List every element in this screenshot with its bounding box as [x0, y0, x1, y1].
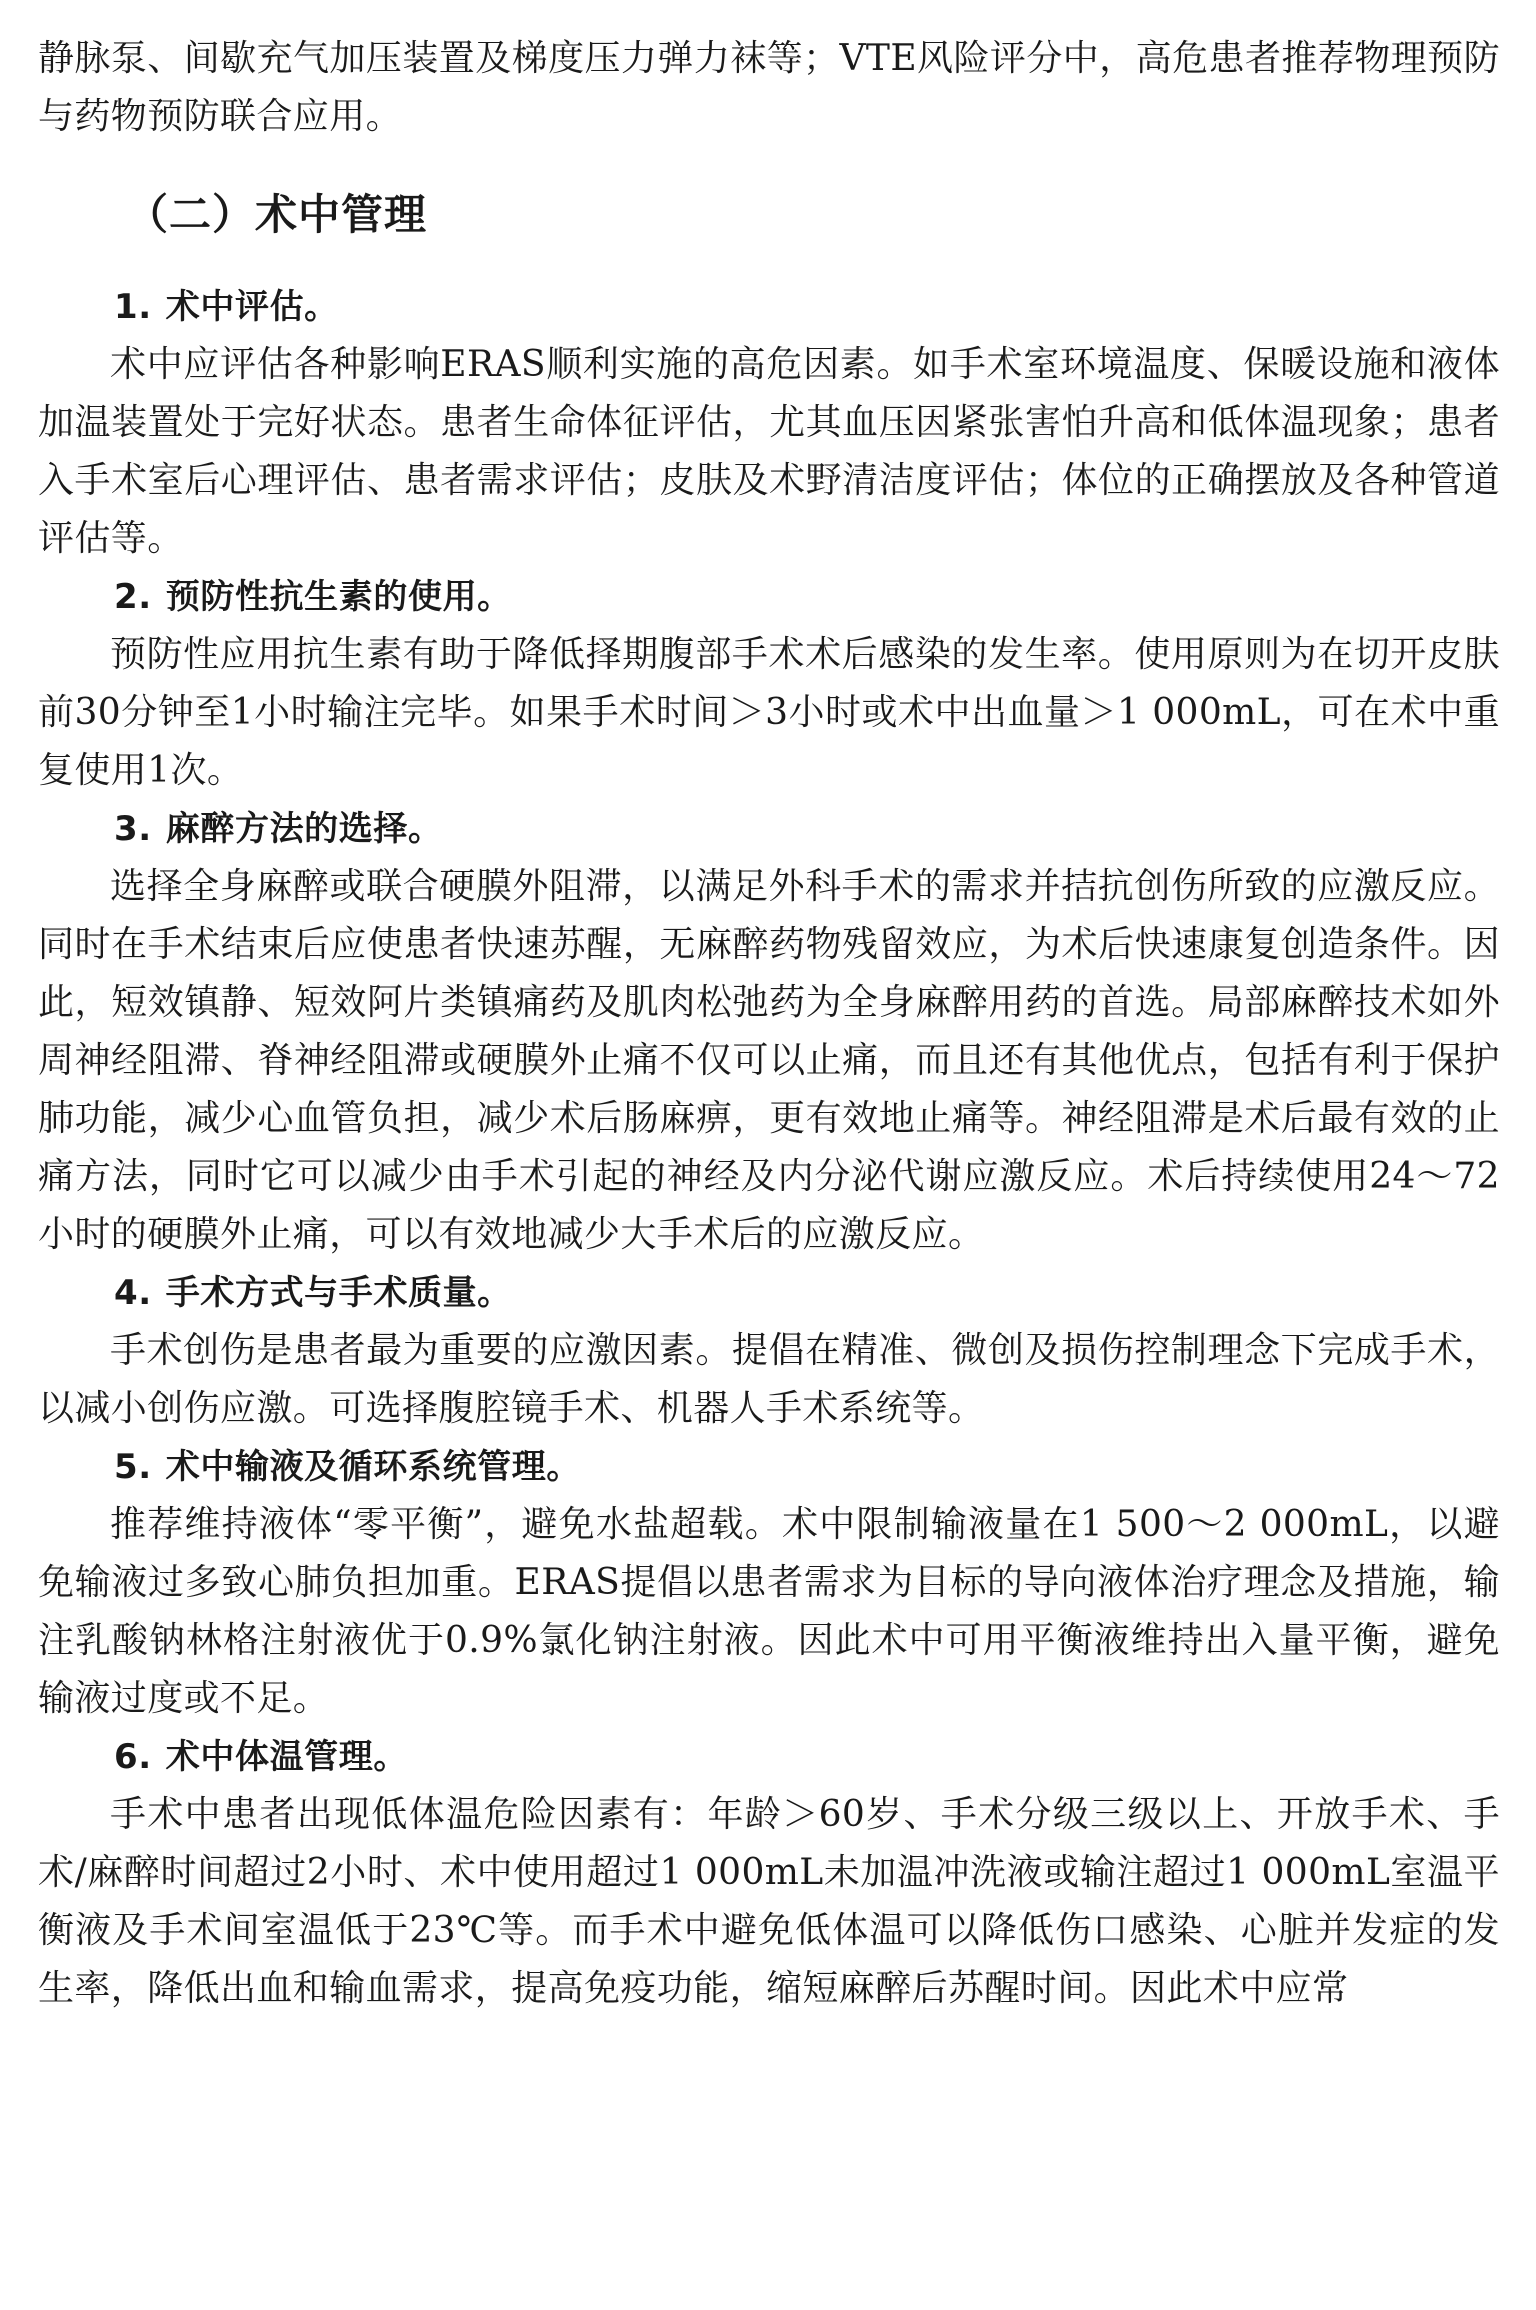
- subsection-1: [38, 278, 1500, 568]
- subsection-body: 手术中患者出现低体温危险因素有：年龄＞60岁、手术分级三级以上、开放手术、手术/麻醉时间超过2小时、术中使用超过1 000mL未加温冲洗液或输注超过1 000mL室温平衡液及手术间室温低于23℃等。而手术中避免低体温可以降低伤口感染、心脏并发症的发生率，降低出血和输血需求，提高免疫功能，缩短麻醉后苏醒时间。因此术中应常: [38, 1794, 1500, 2009]
- subsection-heading: [38, 278, 1500, 336]
- subsection-number: 2.: [114, 577, 152, 617]
- subsection-title: 术中评估。: [165, 287, 339, 327]
- subsection-body: 预防性应用抗生素有助于降低择期腹部手术术后感染的发生率。使用原则为在切开皮肤前30分钟至1小时输注完毕。如果手术时间＞3小时或术中出血量＞1 000mL，可在术中重复使用1次。: [38, 634, 1500, 791]
- subsection-heading: [38, 1438, 1500, 1496]
- subsection-number: 6.: [114, 1737, 152, 1777]
- subsection-4: [38, 1264, 1500, 1438]
- subsection-body: 手术创伤是患者最为重要的应激因素。提倡在精准、微创及损伤控制理念下完成手术，以减小创伤应激。可选择腹腔镜手术、机器人手术系统等。: [38, 1330, 1500, 1429]
- subsection-heading: [38, 800, 1500, 858]
- subsection-body: 术中应评估各种影响ERAS顺利实施的高危因素。如手术室环境温度、保暖设施和液体加温装置处于完好状态。患者生命体征评估，尤其血压因紧张害怕升高和低体温现象；患者入手术室后心理评估、患者需求评估；皮肤及术野清洁度评估；体位的正确摆放及各种管道评估等。: [38, 344, 1500, 559]
- subsection-title: 术中输液及循环系统管理。: [165, 1447, 581, 1487]
- subsection-title: 术中体温管理。: [165, 1737, 408, 1777]
- subsection-2: [38, 568, 1500, 800]
- subsection-title: 预防性抗生素的使用。: [165, 577, 512, 617]
- opening-paragraph: 静脉泵、间歇充气加压装置及梯度压力弹力袜等；VTE风险评分中，高危患者推荐物理预防与药物预防联合应用。: [38, 38, 1500, 137]
- subsection-number: 5.: [114, 1447, 152, 1487]
- section-heading: （二）术中管理: [126, 190, 428, 239]
- subsection-3: [38, 800, 1500, 1264]
- document-page: [38, 30, 1500, 2018]
- subsection-body: 推荐维持液体“零平衡”，避免水盐超载。术中限制输液量在1 500～2 000mL，以避免输液过多致心肺负担加重。ERAS提倡以患者需求为目标的导向液体治疗理念及措施，输注乳酸钠林格注射液优于0.9%氯化钠注射液。因此术中可用平衡液维持出入量平衡，避免输液过度或不足。: [38, 1504, 1500, 1719]
- subsection-heading: [38, 1264, 1500, 1322]
- subsection-number: 1.: [114, 287, 152, 327]
- subsection-title: 麻醉方法的选择。: [165, 809, 443, 849]
- subsection-title: 手术方式与手术质量。: [165, 1273, 512, 1313]
- subsection-heading: [38, 1728, 1500, 1786]
- subsection-heading: [38, 568, 1500, 626]
- subsection-body: 选择全身麻醉或联合硬膜外阻滞，以满足外科手术的需求并拮抗创伤所致的应激反应。同时在手术结束后应使患者快速苏醒，无麻醉药物残留效应，为术后快速康复创造条件。因此，短效镇静、短效阿片类镇痛药及肌肉松弛药为全身麻醉用药的首选。局部麻醉技术如外周神经阻滞、脊神经阻滞或硬膜外止痛不仅可以止痛，而且还有其他优点，包括有利于保护肺功能，减少心血管负担，减少术后肠麻痹，更有效地止痛等。神经阻滞是术后最有效的止痛方法，同时它可以减少由手术引起的神经及内分泌代谢应激反应。术后持续使用24～72小时的硬膜外止痛，可以有效地减少大手术后的应激反应。: [38, 866, 1500, 1255]
- subsection-number: 3.: [114, 809, 152, 849]
- subsection-number: 4.: [114, 1273, 152, 1313]
- subsection-6: [38, 1728, 1500, 2018]
- subsection-5: [38, 1438, 1500, 1728]
